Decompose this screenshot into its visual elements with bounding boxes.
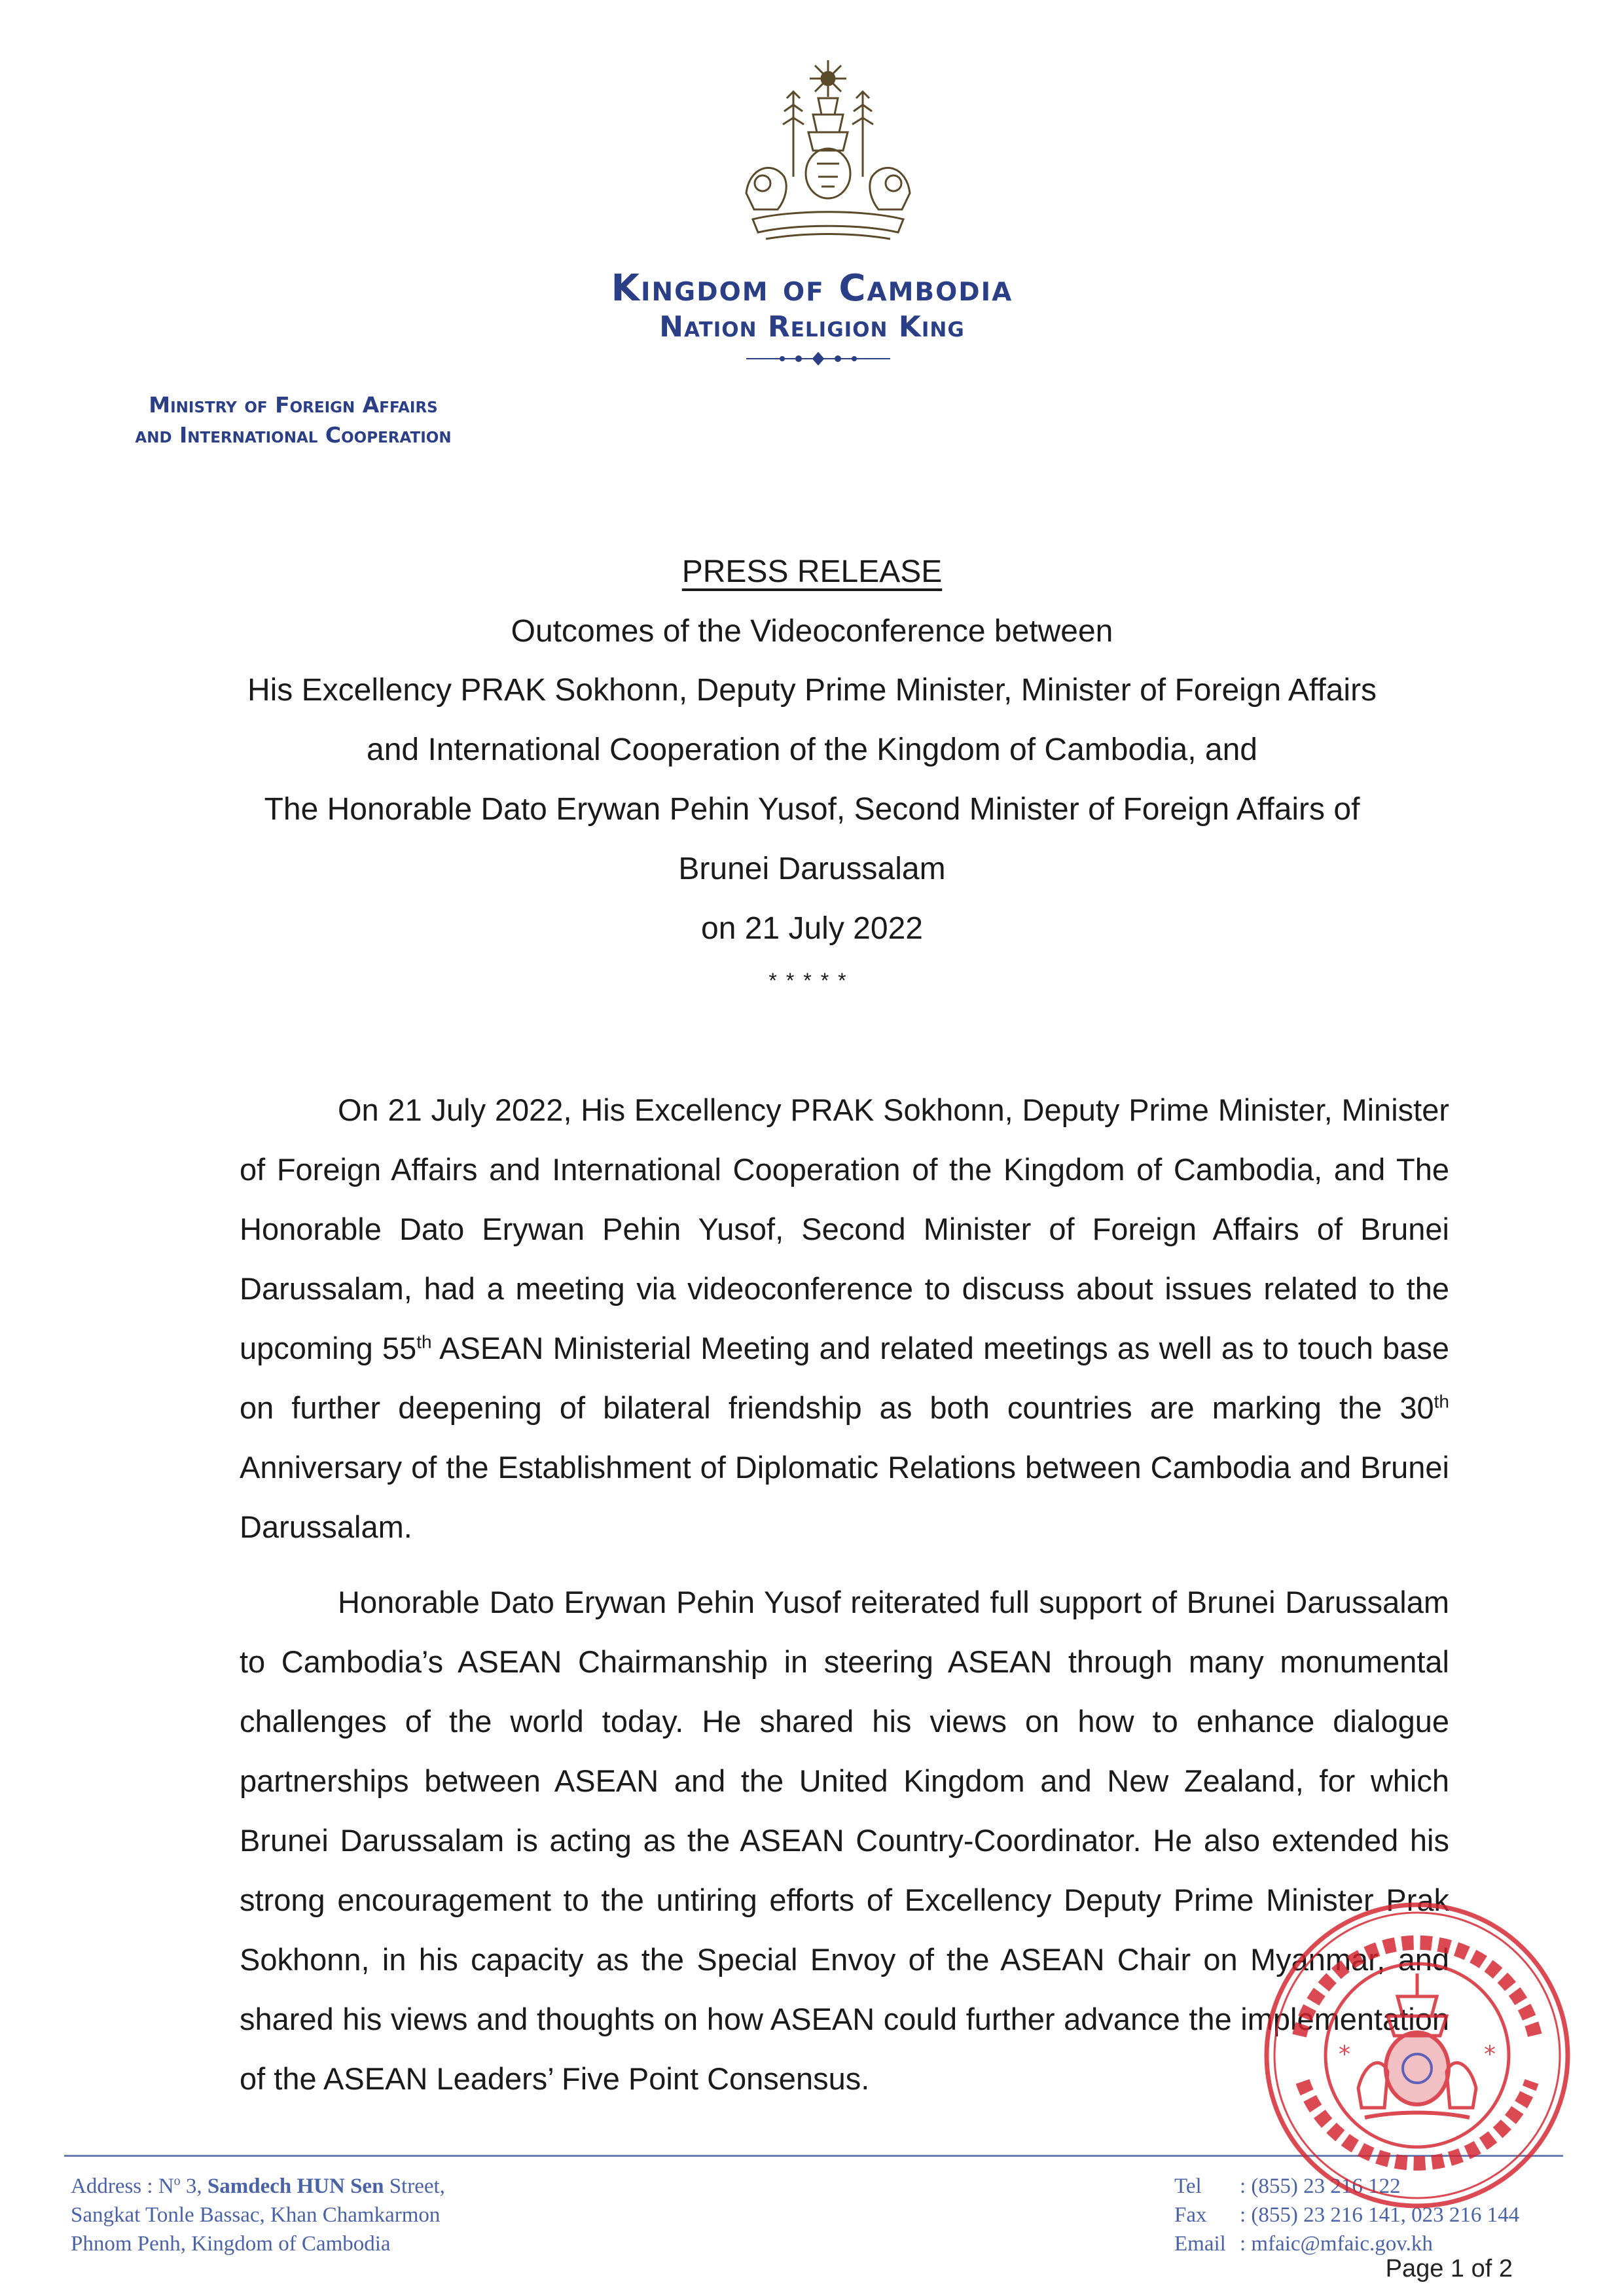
official-seal-icon bbox=[1247, 1820, 1587, 2291]
email-row: Email : mfaic@mfaic.gov.kh bbox=[1174, 2232, 1433, 2256]
page-number: Page 1 of 2 bbox=[1385, 2255, 1513, 2282]
separator-stars: ***** bbox=[768, 969, 856, 992]
ministry-line-1: Ministry of Foreign Affairs bbox=[149, 392, 438, 418]
ministry-line-2: and International Cooperation bbox=[135, 422, 452, 448]
ornament-divider-icon bbox=[746, 352, 890, 366]
svg-text:*: * bbox=[1484, 2041, 1496, 2068]
title-line: The Honorable Dato Erywan Pehin Yusof, Second Minister of Foreign Affairs of bbox=[264, 792, 1360, 827]
paragraph-1: On 21 July 2022, His Excellency PRAK Sokhonn, Deputy Prime Minister, Minister of Foreign Affairs and International Cooperation of the Kingdom of Cambodia, and The Honorable Dato Erywan Pehin Yusof, Second Minister of Foreign Affairs of Brunei Darussalam, had a meeting via videoconference to discuss about issues related to the upcoming 55th ASEAN Ministerial Meeting and related meetings as well as to touch base on further deepening of bilateral friendship as both countries are marking the 30th Anniversary of the Establishment of Diplomatic Relations between Cambodia and Brunei Darussalam. bbox=[240, 1092, 1449, 1544]
press-release-heading: PRESS RELEASE bbox=[681, 554, 943, 589]
address-line-3: Phnom Penh, Kingdom of Cambodia bbox=[71, 2232, 391, 2256]
kingdom-title: Kingdom of Cambodia bbox=[611, 267, 1013, 310]
fax-row: Fax : (855) 23 216 141, 023 216 144 bbox=[1174, 2203, 1520, 2227]
footer-address bbox=[71, 2172, 445, 2258]
title-line: His Excellency PRAK Sokhonn, Deputy Prime Minister, Minister of Foreign Affairs bbox=[247, 673, 1377, 708]
title-line: and International Cooperation of the Kingdom of Cambodia, and bbox=[367, 732, 1257, 767]
ministry-name bbox=[64, 390, 522, 450]
title-date: on 21 July 2022 bbox=[701, 911, 923, 946]
national-motto: Nation Religion King bbox=[659, 310, 965, 344]
paragraph-2: Honorable Dato Erywan Pehin Yusof reiterated full support of Brunei Darussalam to Cambodia’s ASEAN Chairmanship in steering ASEAN through many monumental challenges of the world today. He shared his views on how to enhance dialogue partnerships between ASEAN and the United Kingdom and New Zealand, for which Brunei Darussalam is acting as the ASEAN Country-Coordinator. He also extended his strong encouragement to the untiring efforts of Excellency Deputy Prime Minister Prak Sokhonn, in his capacity as the Special Envoy of the ASEAN Chair on Myanmar, and shared his views and thoughts on how ASEAN could further advance the implementation of the ASEAN Leaders’ Five Point Consensus. bbox=[240, 1585, 1449, 2096]
address-line-1: Address : $N^o$ 3, Samdech HUN Sen Street, bbox=[71, 2174, 445, 2198]
svg-text:*: * bbox=[1339, 2041, 1350, 2068]
title-line: Brunei Darussalam bbox=[678, 852, 946, 886]
title-line: Outcomes of the Videoconference between bbox=[511, 614, 1113, 649]
tel-row: Tel : (855) 23 216 122 bbox=[1174, 2174, 1401, 2198]
royal-coat-of-arms-icon bbox=[727, 52, 929, 249]
address-line-2: Sangkat Tonle Bassac, Khan Chamkarmon bbox=[71, 2203, 441, 2227]
